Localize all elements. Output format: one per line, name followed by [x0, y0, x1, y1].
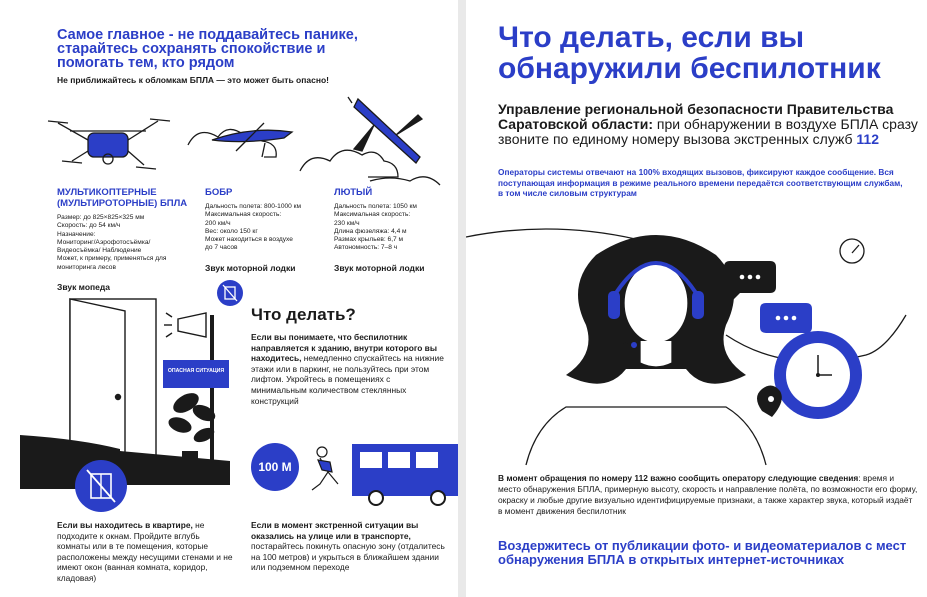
spec-line: Максимальная скорость: — [334, 211, 411, 219]
left-page — [0, 0, 458, 597]
bobr-specs — [205, 203, 325, 253]
abstain-note: Воздержитесь от публикации фото- и видеоматериалов с мест обнаружения БПЛА в открытых интернет-источниках — [498, 538, 907, 567]
spec-line: Дальность полета: 800-1000 км — [205, 203, 302, 210]
bobr-title: БОБР — [205, 187, 233, 198]
street-text: постарайтесь покинуть опасную зону (отдалитесь на 100 метров) и укрыться в ближайшем здании или подземном переходе — [251, 541, 445, 573]
operators-note: Операторы системы отвечают на 100% входящих вызовов, фиксируют каждое сообщение. Вся поступающая информация в режиме реального времени передаётся соответствующим службам, в том числе силовым структурам — [498, 167, 903, 198]
report-text: : время и место обнаружения БПЛА, примерную высоту, скорость и направление полёта, по возможности его форму, окраску и любые другие визуально идентифицируемые признаки, а также характер звука, который издаёт в момент движения беспилотник — [498, 473, 918, 516]
report-block — [498, 473, 918, 517]
lyuty-title: ЛЮТЫЙ — [334, 187, 373, 198]
bobr-column — [205, 187, 325, 273]
spec-line: до 7 часов — [205, 244, 238, 252]
org-bold: Управление региональной безопасности Правительства Саратовской области: — [498, 101, 894, 132]
street-bold: Если в момент экстренной ситуации вы оказались на улице или в транспорте, — [251, 520, 419, 541]
apartment-advice — [57, 520, 235, 584]
left-headline: Самое главное - не поддавайтесь панике, старайтесь сохранять спокойствие и помогать тем, кто рядом — [57, 27, 358, 71]
spec-line: Видеосъёмка/ Наблюдение — [57, 247, 142, 255]
spec-line: мониторинга лесов — [57, 263, 116, 271]
cloud-icon — [300, 150, 398, 177]
spec-line: Дальность полета: 1050 км — [334, 203, 417, 210]
bobr-drone-icon — [212, 123, 292, 157]
chat-bubble-icon — [760, 303, 812, 333]
spec-line: 200 км/ч — [205, 219, 231, 227]
divider — [466, 460, 927, 465]
spec-line: Автономность: 7–8 ч — [334, 244, 398, 252]
lyuty-sound: Звук моторной лодки — [334, 262, 425, 273]
spec-line: Размах крыльев: 6,7 м — [334, 236, 404, 244]
spec-line: 230 км/ч — [334, 219, 360, 227]
spec-line: Вес: около 150 кг — [205, 227, 258, 235]
multicopter-sound: Звук мопеда — [57, 282, 111, 293]
spec-line: Размер: до 825×825×325 мм — [57, 214, 145, 221]
org-text: при обнаружении в воздухе БПЛА сразу звоните по единому номеру вызова экстренных служб — [498, 116, 918, 147]
operator-illustration — [466, 215, 927, 465]
multicopter-specs — [57, 214, 192, 272]
spec-line: Мониторинг/Аэрофотосъёмка/ — [57, 238, 151, 246]
location-pin-icon — [757, 385, 782, 417]
page-title: Что делать, если вы обнаружили беспилотник — [498, 21, 881, 85]
spec-line: Длина фюзеляжа: 4,4 м — [334, 227, 407, 235]
report-bold: В момент обращения по номеру 112 важно сообщить оператору следующие сведения — [498, 473, 859, 483]
what-to-do-body — [251, 332, 446, 406]
spec-line: Назначение: — [57, 230, 96, 238]
runner-bus-illustration — [300, 438, 458, 508]
clock-icon — [774, 331, 862, 419]
what-to-do-text: немедленно спускайтесь на нижние этажи или в паркинг, не пользуйтесь при этом лифтом. Укройтесь в помещениях с минимальным количеством стеклянных конструкций — [251, 353, 444, 406]
window-warning-icon — [75, 460, 127, 512]
lyuty-specs — [334, 203, 449, 253]
spec-line: Максимальная скорость: — [205, 211, 282, 219]
no-window-icon — [217, 280, 243, 306]
multicopter-column — [57, 187, 192, 292]
lyuty-column — [334, 187, 449, 273]
emergency-number: 112 — [856, 131, 880, 147]
spec-line: Может, к примеру, применяться для — [57, 255, 167, 263]
what-to-do-title: Что делать? — [251, 305, 356, 324]
drones-illustration — [0, 85, 458, 195]
apartment-bold: Если вы находитесь в квартире, — [57, 520, 193, 530]
multicopter-drone-icon — [48, 119, 170, 169]
speedometer-icon — [840, 239, 864, 263]
siren-icon — [178, 313, 206, 337]
distance-badge: 100 М — [251, 443, 299, 491]
chat-bubble-icon — [724, 261, 776, 303]
org-block — [498, 102, 918, 147]
spec-line: Может находиться в воздухе — [205, 236, 293, 244]
spec-line: Скорость: до 54 км/ч — [57, 222, 121, 230]
danger-sign: ОПАСНАЯ СИТУАЦИЯ — [163, 360, 229, 388]
bobr-sound: Звук моторной лодки — [205, 262, 296, 273]
debris-warning: Не приближайтесь к обломкам БПЛА — это может быть опасно! — [57, 75, 329, 85]
apartment-text: не подходите к окнам. Пройдите вглубь комнаты или в те помещения, которые расположены между несущими стенами и не имеют окон (ванная комната, коридор, кладовая) — [57, 520, 233, 583]
what-to-do-bold: Если вы понимаете, что беспилотник направляется к зданию, внутри которого вы находитесь, — [251, 332, 437, 364]
bus-icon — [352, 444, 458, 505]
street-advice — [251, 520, 451, 573]
multicopter-title: МУЛЬТИКОПТЕРНЫЕ (МУЛЬТИРОТОРНЫЕ) БПЛА — [57, 187, 188, 209]
runner-icon — [312, 447, 338, 490]
right-page — [466, 0, 927, 597]
